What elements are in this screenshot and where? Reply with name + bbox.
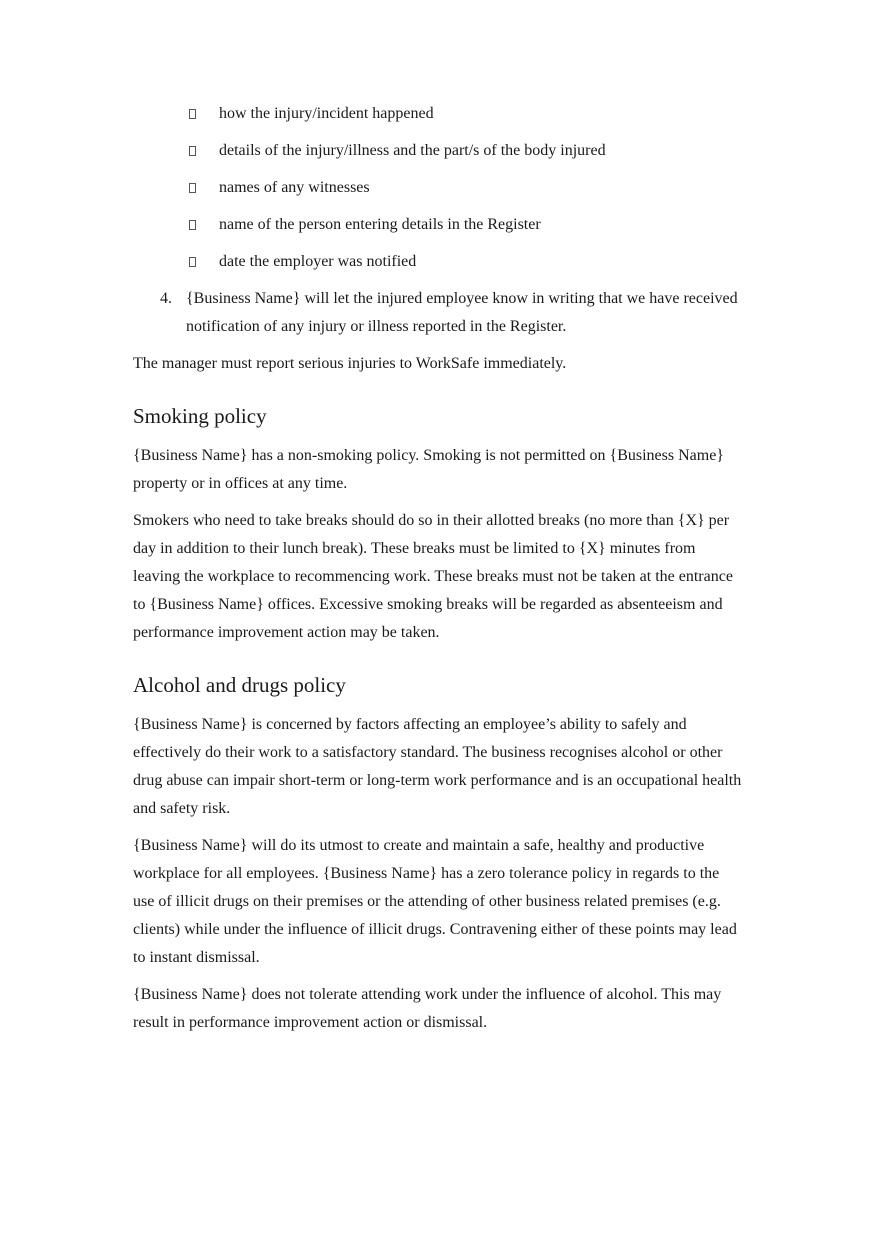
alcohol-paragraph-3: {Business Name} does not tolerate attending work under the influence of alcohol. This may result in performance improvement action or dismissal. — [133, 986, 722, 1031]
smoking-policy-heading: Smoking policy — [133, 404, 267, 428]
bullet-text: names of any witnesses — [219, 179, 370, 196]
list-item — [133, 174, 743, 202]
alcohol-paragraph-2: {Business Name} will do its utmost to create and maintain a safe, healthy and productive workplace for all employees. {Business Name} has a zero tolerance policy in regards to the use of illicit drugs on their premises or the attending of other business related premises (e.g. clients) while under the influence of illicit drugs. Contravening either of these points may lead to instant dismissal. — [133, 837, 737, 966]
smoking-paragraph-2: Smokers who need to take breaks should do so in their allotted breaks (no more than {X} per day in addition to their lunch break). These breaks must be limited to {X} minutes from leaving the workplace to recommencing work. These breaks must not be taken at the entrance to {Business Name} offices. Excessive smoking breaks will be regarded as absenteeism and performance improvement action may be taken. — [133, 512, 733, 641]
checkbox-bullet-icon — [189, 146, 196, 156]
alcohol-paragraph-1: {Business Name} is concerned by factors affecting an employee’s ability to safely and effectively do their work to a satisfactory standard. The business recognises alcohol or other drug abuse can impair short-term or long-term work performance and is an occupational health and safety risk. — [133, 716, 742, 817]
list-item — [133, 211, 743, 239]
numbered-item-text: {Business Name} will let the injured employee know in writing that we have received notification of any injury or illness reported in the Register. — [186, 290, 738, 335]
checkbox-bullet-icon — [189, 109, 196, 119]
bullet-list — [133, 100, 743, 276]
checkbox-bullet-icon — [189, 220, 196, 230]
list-item — [133, 248, 743, 276]
bullet-text: details of the injury/illness and the part/s of the body injured — [219, 142, 606, 159]
smoking-paragraph-1: {Business Name} has a non-smoking policy. Smoking is not permitted on {Business Name} property or in offices at any time. — [133, 447, 724, 492]
alcohol-drugs-policy-heading: Alcohol and drugs policy — [133, 673, 346, 697]
checkbox-bullet-icon — [189, 183, 196, 193]
bullet-text: date the employer was notified — [219, 253, 417, 270]
report-note: The manager must report serious injuries to WorkSafe immediately. — [133, 355, 567, 372]
bullet-text: name of the person entering details in the Register — [219, 216, 541, 233]
item-number: 4. — [160, 290, 172, 307]
document-page — [133, 100, 743, 1046]
list-item — [133, 137, 743, 165]
numbered-item — [133, 285, 743, 341]
bullet-text: how the injury/incident happened — [219, 105, 434, 122]
list-item — [133, 100, 743, 128]
checkbox-bullet-icon — [189, 257, 196, 267]
